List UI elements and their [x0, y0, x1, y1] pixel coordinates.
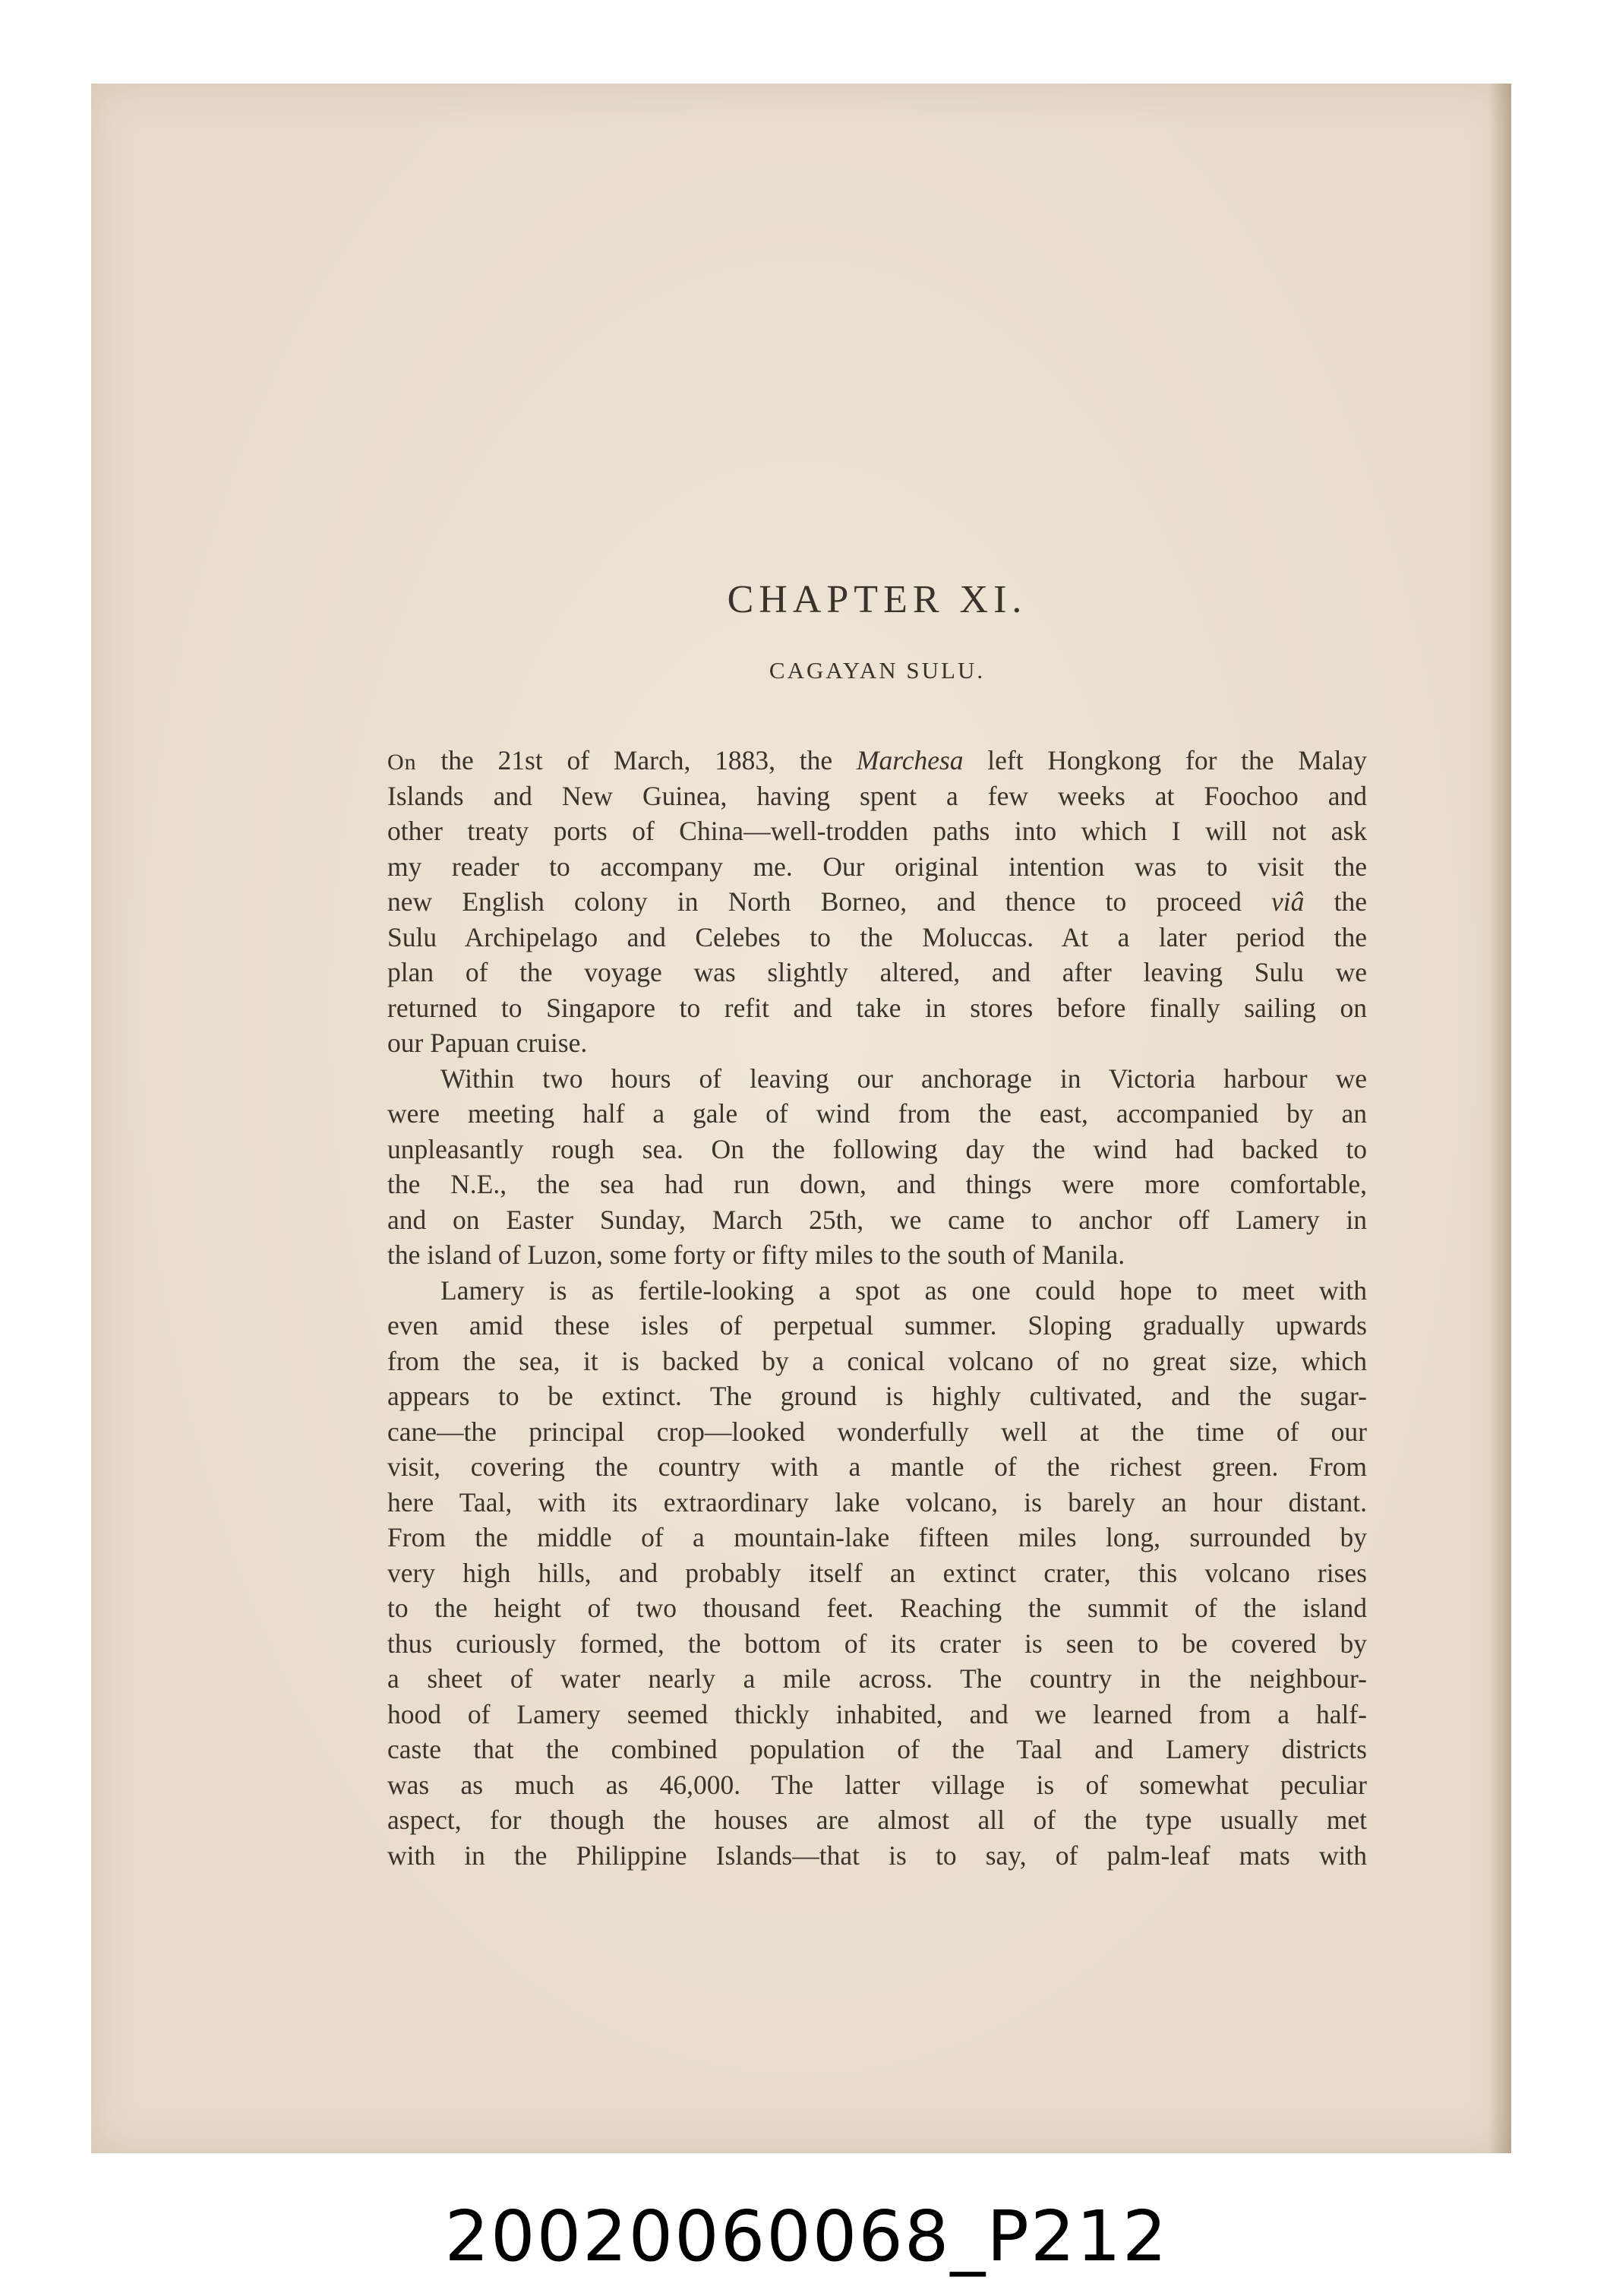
text-line: [387, 1485, 1367, 1521]
text-segment: hood of Lamery seemed thickly inhabited, and we learned from a half-: [387, 1698, 1367, 1729]
text-line: [387, 955, 1367, 990]
text-segment: my reader to accompany me. Our original intention was to visit the: [387, 851, 1367, 882]
text-line: [387, 1838, 1367, 1874]
text-segment: returned to Singapore to refit and take in stores before finally sailing on: [387, 992, 1367, 1023]
text-segment: aspect, for though the houses are almost all of the type usually met: [387, 1805, 1367, 1835]
text-segment: Within two hours of leaving our anchorage in Victoria harbour we: [440, 1063, 1367, 1094]
text-line: [387, 1273, 1367, 1309]
text-segment: was as much as 46,000. The latter village is of somewhat peculiar: [387, 1769, 1367, 1800]
text-segment: Lamery is as fertile-looking a spot as one could hope to meet with: [440, 1274, 1367, 1306]
text-line: [387, 1025, 1367, 1061]
text-line: [387, 1061, 1367, 1097]
text-line: [387, 1167, 1367, 1202]
text-segment: left Hongkong for the Malay: [963, 745, 1367, 775]
page-edge-shadow: [1488, 84, 1511, 2153]
text-segment: the: [1304, 886, 1367, 917]
text-line: [387, 1767, 1367, 1803]
text-segment: new English colony in North Borneo, and thence to proceed: [387, 886, 1272, 917]
text-segment: other treaty ports of China—well-trodden paths into which I will not ask: [387, 816, 1367, 846]
text-segment: plan of the voyage was slightly altered, and after leaving Sulu we: [387, 957, 1367, 987]
chapter-subtitle: CAGAYAN SULU.: [769, 657, 986, 684]
text-segment: the N.E., the sea had run down, and things were more comfortable,: [387, 1169, 1367, 1199]
text-segment: caste that the combined population of the Taal and Lamery districts: [387, 1734, 1367, 1764]
text-segment: to the height of two thousand feet. Reaching the summit of the island: [387, 1593, 1367, 1623]
text-segment: visit, covering the country with a mantle of the richest green. From: [387, 1451, 1367, 1482]
text-line: [387, 1237, 1367, 1273]
italic-text: Marchesa: [856, 745, 964, 775]
text-line: [387, 1626, 1367, 1662]
small-caps-text: On: [387, 750, 417, 775]
text-line: [387, 1590, 1367, 1626]
text-line: [387, 1308, 1367, 1344]
text-segment: From the middle of a mountain-lake fifteen miles long, surrounded by: [387, 1522, 1367, 1552]
text-line: [387, 1202, 1367, 1238]
page-text-block: [387, 570, 1367, 1873]
text-segment: the 21st of March, 1883, the: [416, 745, 857, 775]
text-segment: our Papuan cruise.: [387, 1028, 588, 1058]
text-segment: were meeting half a gale of wind from the east, accompanied by an: [387, 1098, 1367, 1129]
text-segment: a sheet of water nearly a mile across. The country in the neighbour-: [387, 1663, 1367, 1694]
text-segment: here Taal, with its extraordinary lake volcano, is barely an hour distant.: [387, 1486, 1367, 1518]
text-segment: the island of Luzon, some forty or fifty miles to the south of Manila.: [387, 1240, 1125, 1270]
text-line: [387, 1344, 1367, 1379]
text-segment: very high hills, and probably itself an extinct crater, this volcano rises: [387, 1557, 1367, 1588]
text-line: [387, 1661, 1367, 1697]
text-line: [387, 1697, 1367, 1732]
text-segment: from the sea, it is backed by a conical volcano of no great size, which: [387, 1345, 1367, 1376]
text-line: [387, 1802, 1367, 1838]
italic-text: viâ: [1271, 886, 1305, 917]
text-segment: with in the Philippine Islands—that is to say, of palm-leaf mats with: [387, 1840, 1367, 1871]
text-segment: cane—the principal crop—looked wonderfully well at the time of our: [387, 1416, 1367, 1447]
scanned-page: [91, 84, 1511, 2153]
text-line: [387, 1732, 1367, 1767]
text-line: [387, 743, 1367, 778]
text-line: [387, 884, 1367, 920]
text-line: [387, 849, 1367, 885]
text-line: [387, 813, 1367, 849]
text-segment: Sulu Archipelago and Celebes to the Moluccas. At a later period the: [387, 921, 1367, 952]
text-segment: and on Easter Sunday, March 25th, we came to anchor off Lamery in: [387, 1204, 1367, 1235]
catalog-id-label: 20020060068_P212: [444, 2196, 1169, 2277]
text-segment: appears to be extinct. The ground is highly cultivated, and the sugar-: [387, 1381, 1367, 1411]
text-line: [387, 920, 1367, 955]
text-line: [387, 1379, 1367, 1414]
text-line: [387, 1132, 1367, 1167]
text-line: [387, 1555, 1367, 1591]
text-line: [387, 778, 1367, 814]
text-segment: Islands and New Guinea, having spent a few weeks at Foochoo and: [387, 780, 1367, 811]
chapter-heading: CHAPTER XI.: [727, 578, 1027, 621]
text-line: [387, 1096, 1367, 1132]
body-text: [387, 743, 1367, 1873]
text-segment: unpleasantly rough sea. On the following day the wind had backed to: [387, 1133, 1367, 1164]
text-line: [387, 1414, 1367, 1450]
text-line: [387, 1520, 1367, 1555]
text-line: [387, 1449, 1367, 1485]
text-segment: even amid these isles of perpetual summer. Sloping gradually upwards: [387, 1310, 1367, 1341]
text-segment: thus curiously formed, the bottom of its crater is seen to be covered by: [387, 1628, 1367, 1659]
text-line: [387, 990, 1367, 1026]
